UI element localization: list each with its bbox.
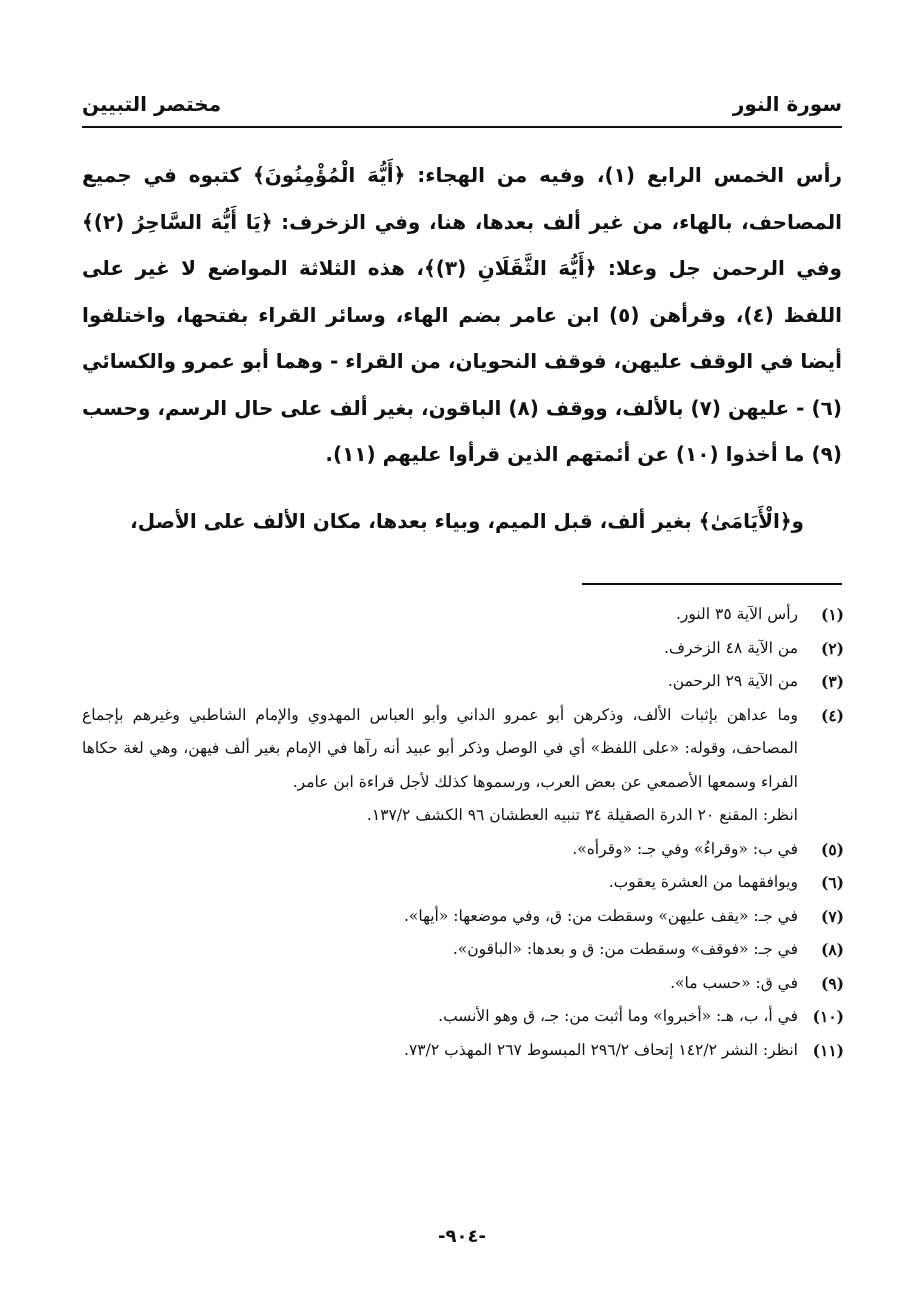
footnote-number: (٢) (820, 638, 844, 658)
footnote-text: من الآية ٢٩ الرحمن. (667, 672, 798, 690)
footnote-number: (٦) (820, 873, 844, 892)
footnote-text: وما عداهن بإثبات الألف، وذكرهن أبو عمرو الداني وأبو العباس المهدوي والإمام الشاطبي وغيرهم بإجماع المصاحف، وقوله: «على اللفظ» أي في الوصل وذكر أبو عبيد أنه رآها في الإمام بغير ألف فيهن، وهي لغة حكاها الفراء وسمعها الأصمعي عن بعض العرب، ورسموها كذلك لأجل قراءة ابن عامر. (82, 705, 798, 791)
footnote-11 (82, 1034, 844, 1068)
footnote-text: في ق: «حسب ما». (670, 973, 798, 992)
footnote-divider (582, 583, 842, 585)
footnote-6 (82, 866, 844, 900)
running-header (82, 84, 842, 124)
header-divider (82, 126, 842, 128)
footnote-text: في جـ: «فوقف» وسقطت من: ق و بعدها: «الباقون». (452, 940, 798, 958)
footnote-5 (82, 833, 844, 867)
footnotes (82, 598, 844, 1067)
book-title: مختصر التبيين (82, 92, 222, 116)
footnote-number: (٩) (820, 973, 844, 993)
footnote-text: ويوافقهما من العشرة يعقوب. (608, 873, 798, 891)
page-number: -٩٠٤- (438, 1226, 486, 1247)
footnote-number: (٥) (820, 839, 844, 859)
footnote-10 (82, 1000, 844, 1034)
footnote-8 (82, 933, 844, 967)
footnote-text: رأس الآية ٣٥ النور. (675, 605, 798, 623)
footnote-number: (١) (820, 605, 844, 624)
footnote-2 (82, 632, 844, 666)
footnote-number: (٣) (820, 672, 844, 691)
footnote-text: في ب: «وقراءُ» وفي جـ: «وقرأه». (572, 839, 798, 858)
footnote-text: في أ، ب، هـ: «أخبروا» وما أثبت من: جـ، ق وهو الأنسب. (438, 1007, 798, 1025)
main-paragraph-2: و﴿الْأَيَامَىٰ﴾ بغير ألف، قبل الميم، وبياء بعدها، مكان الألف على الأصل، (130, 508, 804, 533)
footnote-number: (٧) (820, 906, 844, 926)
surah-name: سورة النور (732, 92, 842, 116)
main-text (82, 152, 842, 544)
footnote-text: انظر: النشر ١٤٢/٢ إتحاف ٢٩٦/٢ المبسوط ٢٦٧ المهذب ٧٣/٢. (404, 1040, 798, 1059)
footnote-3 (82, 665, 844, 699)
footnote-7 (82, 900, 844, 934)
footnote-number: (١٠) (812, 1007, 844, 1026)
main-paragraph-1: رأس الخمس الرابع (١)، وفيه من الهجاء: ﴿أَيُّهَ الْمُؤْمِنُونَ﴾ كتبوه في جميع المصاحف، بالهاء، من غير ألف بعدها، هنا، وفي الزخرف: ﴿يَا أَيُّهَ السَّاحِرُ (٢)﴾ وفي الرحمن جل وعلا: ﴿أَيُّهَ الثَّقَلَانِ (٣)﴾، هذه الثلاثة المواضع لا غير على اللفظ (٤)، وقرأهن (٥) ابن عامر بضم الهاء، وسائر القراء بفتحها، واختلفوا أيضا في الوقف عليهن، فوقف النحويان، من القراء - وهما أبو عمرو والكسائي (٦) - عليهن (٧) بالألف، ووقف (٨) الباقون، بغير ألف على حال الرسم، وحسب (٩) ما أخذوا (١٠) عن أئمتهم الذين قرأوا عليهم (١١). (82, 163, 842, 466)
footnote-number: (٨) (820, 940, 844, 959)
footnote-9 (82, 967, 844, 1001)
footnote-number: (٤) (820, 705, 844, 725)
footnote-4 (82, 699, 844, 800)
footnote-number: (١١) (812, 1040, 844, 1060)
footnote-4-reference: انظر: المقنع ٢٠ الدرة الصقيلة ٣٤ تنبيه العطشان ٩٦ الكشف ١٣٧/٢. (366, 806, 798, 824)
footnote-text: من الآية ٤٨ الزخرف. (663, 638, 798, 657)
footnote-text: في جـ: «يقف عليهن» وسقطت من: ق، وفي موضعها: «أيها». (403, 906, 798, 925)
footnote-1 (82, 598, 844, 632)
